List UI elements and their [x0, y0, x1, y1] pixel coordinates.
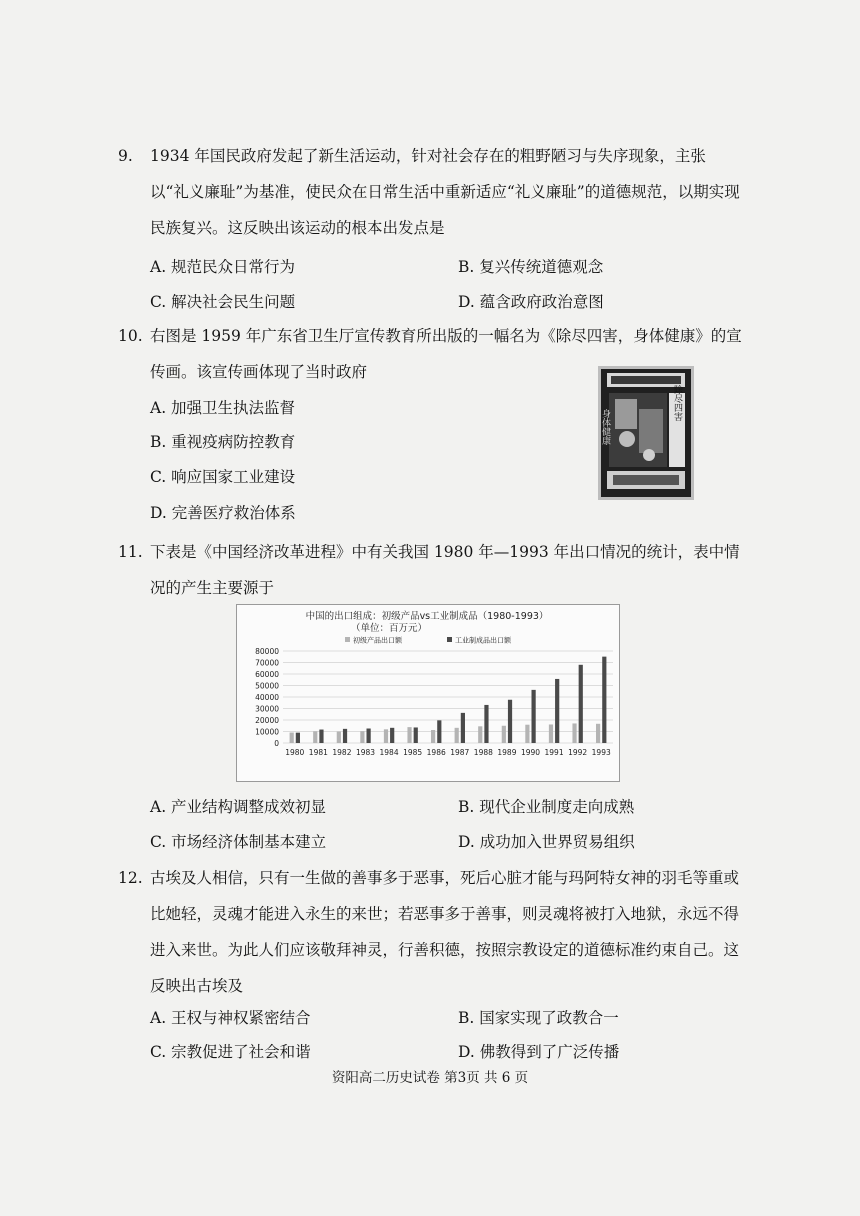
x-tick-label: 1992 — [568, 748, 588, 757]
x-tick-label: 1993 — [591, 748, 611, 757]
bar — [596, 724, 600, 743]
bar — [407, 727, 411, 743]
x-tick-label: 1985 — [403, 748, 423, 757]
bar — [319, 730, 323, 743]
x-tick-label: 1983 — [355, 748, 376, 757]
chart-svg — [237, 605, 619, 781]
bar — [478, 726, 482, 743]
bar — [602, 657, 606, 743]
y-tick-label: 50000 — [255, 681, 279, 691]
y-tick-label: 60000 — [255, 670, 279, 679]
x-tick-label: 1991 — [544, 748, 564, 757]
option-c[interactable]: C. 市场经济体制基本建立 — [150, 833, 327, 851]
x-tick-label: 1988 — [473, 748, 493, 757]
bar — [572, 723, 576, 743]
bar — [431, 730, 435, 743]
bar — [290, 733, 294, 743]
option-b[interactable]: B. 复兴传统道德观念 — [458, 258, 604, 276]
option-d[interactable]: D. 成功加入世界贸易组织 — [458, 833, 635, 851]
y-tick-label: 10000 — [255, 727, 279, 737]
question-stem: 古埃及人相信，只有一生做的善事多于恶事，死后心脏才能与玛阿特女神的羽毛等重或比她轻，灵魂才能进入永生的来世；若恶事多于善事，则灵魂将被打入地狱，永远不得进入来世。为此人们应该敬拜神灵，行善积德，按照宗教设定的道德标准约束自己。这反映出古埃及 — [150, 869, 740, 995]
legend-entry: 初级产品出口额 — [353, 636, 402, 645]
x-tick-label: 1990 — [520, 748, 541, 757]
x-tick-label: 1989 — [497, 748, 517, 757]
bar — [525, 725, 529, 743]
bar — [484, 705, 488, 743]
bar — [532, 690, 536, 743]
legend-entry: 工业制成品出口额 — [455, 636, 511, 645]
y-tick-label: 0 — [274, 739, 279, 748]
x-tick-label: 1980 — [285, 748, 305, 757]
option-d[interactable]: D. 完善医疗救治体系 — [150, 504, 296, 522]
question-stem: 下表是《中国经济改革进程》中有关我国 1980 年—1993 年出口情况的统计，表中情况的产生主要源于 — [150, 543, 740, 597]
question-11 — [118, 534, 742, 606]
bar — [296, 733, 300, 743]
legend-swatch — [447, 637, 452, 642]
propaganda-poster-image — [598, 366, 694, 500]
x-tick-label: 1987 — [450, 748, 470, 757]
chart-bars — [290, 657, 607, 743]
poster-graphic — [601, 369, 691, 497]
y-tick-label: 20000 — [255, 716, 279, 725]
option-d[interactable]: D. 蕴含政府政治意图 — [458, 293, 604, 311]
question-9 — [118, 138, 742, 246]
question-stem: 1934 年国民政府发起了新生活运动，针对社会存在的粗野陋习与失序现象，主张以“礼义廉耻”为基准，使民众在日常生活中重新适应“礼义廉耻”的道德规范，以期实现民族复兴。这反映出该运动的根本出发点是 — [150, 147, 740, 237]
option-a[interactable]: A. 规范民众日常行为 — [150, 258, 296, 276]
chart-subtitle: （单位：百万元） — [350, 623, 428, 634]
y-tick-label: 40000 — [255, 693, 279, 702]
page-footer: 资阳高二历史试卷 第3页 共 6 页 — [331, 1070, 529, 1086]
bar — [337, 732, 341, 744]
option-c[interactable]: C. 解决社会民生问题 — [150, 293, 296, 311]
bar — [579, 665, 583, 743]
option-a[interactable]: A. 加强卫生执法监督 — [150, 399, 296, 417]
bar — [437, 720, 441, 743]
bar — [313, 731, 317, 743]
question-12 — [118, 860, 742, 1004]
y-tick-label: 80000 — [255, 647, 279, 656]
chart-grid — [283, 651, 613, 743]
legend-swatch — [345, 637, 350, 642]
chart-legend — [345, 636, 512, 645]
export-chart — [236, 604, 620, 782]
bar — [343, 729, 347, 743]
bar — [384, 729, 388, 743]
bar — [367, 729, 371, 743]
bar — [461, 713, 465, 743]
option-a[interactable]: A. 产业结构调整成效初显 — [150, 798, 327, 816]
bar — [360, 731, 364, 743]
bar — [455, 728, 459, 743]
option-c[interactable]: C. 响应国家工业建设 — [150, 468, 296, 486]
x-tick-label: 1982 — [332, 748, 352, 757]
poster-title-right: 除尽四害 — [672, 385, 682, 421]
bar — [414, 727, 418, 743]
chart-title: 中国的出口组成：初级产品vs工业制成品（1980-1993） — [305, 611, 549, 622]
y-tick-label: 70000 — [255, 658, 279, 668]
option-b[interactable]: B. 重视疫病防控教育 — [150, 433, 296, 451]
x-tick-label: 1984 — [379, 748, 399, 757]
option-b[interactable]: B. 现代企业制度走向成熟 — [458, 798, 635, 816]
option-d[interactable]: D. 佛教得到了广泛传播 — [458, 1043, 620, 1061]
x-tick-label: 1986 — [426, 748, 446, 757]
question-stem: 右图是 1959 年广东省卫生厅宣传教育所出版的一幅名为《除尽四害，身体健康》的宣传画。该宣传画体现了当时政府 — [150, 327, 742, 381]
bar — [390, 728, 394, 743]
question-number: 9. — [118, 147, 133, 165]
y-tick-label: 30000 — [255, 704, 279, 714]
option-c[interactable]: C. 宗教促进了社会和谐 — [150, 1043, 311, 1061]
question-number: 10. — [118, 327, 143, 345]
bar — [508, 700, 512, 743]
x-axis-ticks — [285, 748, 611, 757]
bar — [549, 724, 553, 743]
question-number: 11. — [118, 543, 143, 561]
bar — [502, 726, 506, 743]
option-b[interactable]: B. 国家实现了政教合一 — [458, 1009, 619, 1027]
option-a[interactable]: A. 王权与神权紧密结合 — [150, 1009, 311, 1027]
question-number: 12. — [118, 869, 143, 887]
y-axis-ticks — [255, 647, 279, 748]
poster-title-left: 身体健康 — [601, 409, 610, 445]
x-tick-label: 1981 — [308, 748, 328, 757]
bar — [555, 679, 559, 743]
